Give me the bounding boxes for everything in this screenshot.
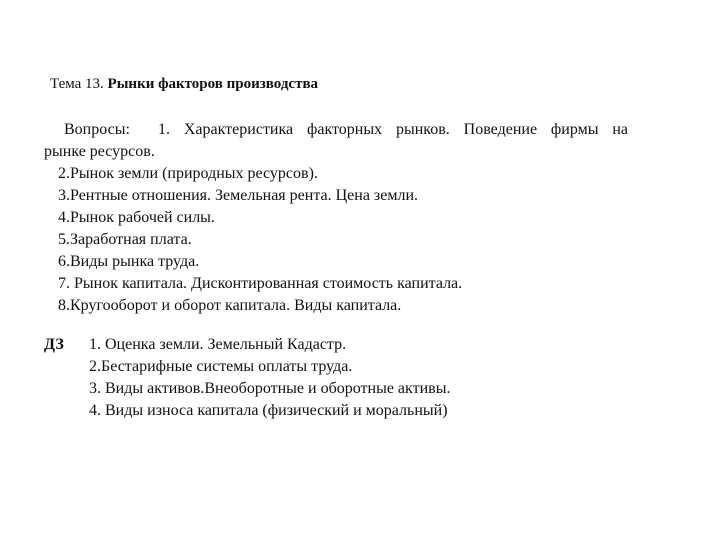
question-item-4: 4.Рынок рабочей силы. — [58, 209, 215, 226]
homework-item-2: 2.Бестарифные системы оплаты труда. — [89, 358, 353, 375]
topic-number: Тема 13. — [50, 76, 108, 92]
homework-label: ДЗ — [44, 336, 64, 353]
homework-item-4: 4. Виды износа капитала (физический и моральный) — [89, 402, 448, 419]
question-item-5: 5.Заработная плата. — [58, 231, 192, 248]
topic-heading: Рынки факторов производства — [107, 76, 319, 92]
homework-item-3: 3. Виды активов.Внеоборотные и оборотные активы. — [89, 380, 451, 397]
question-item-3: 3.Рентные отношения. Земельная рента. Цена земли. — [58, 187, 419, 204]
question-item-1: 1. Характеристика факторных рынков. Поведение фирмы на — [158, 121, 628, 138]
question-item-8: 8.Кругооборот и оборот капитала. Виды капитала. — [58, 297, 402, 314]
topic-title — [50, 74, 318, 94]
questions-label: Вопросы: — [64, 121, 130, 138]
question-item-2: 2.Рынок земли (природных ресурсов). — [58, 165, 318, 182]
question-item-6: 6.Виды рынка труда. — [58, 253, 200, 270]
question-item-1-continuation: рынке ресурсов. — [44, 143, 155, 160]
question-item-7: 7. Рынок капитала. Дисконтированная стоимость капитала. — [58, 275, 463, 292]
homework-item-1: 1. Оценка земли. Земельный Кадастр. — [89, 336, 347, 353]
